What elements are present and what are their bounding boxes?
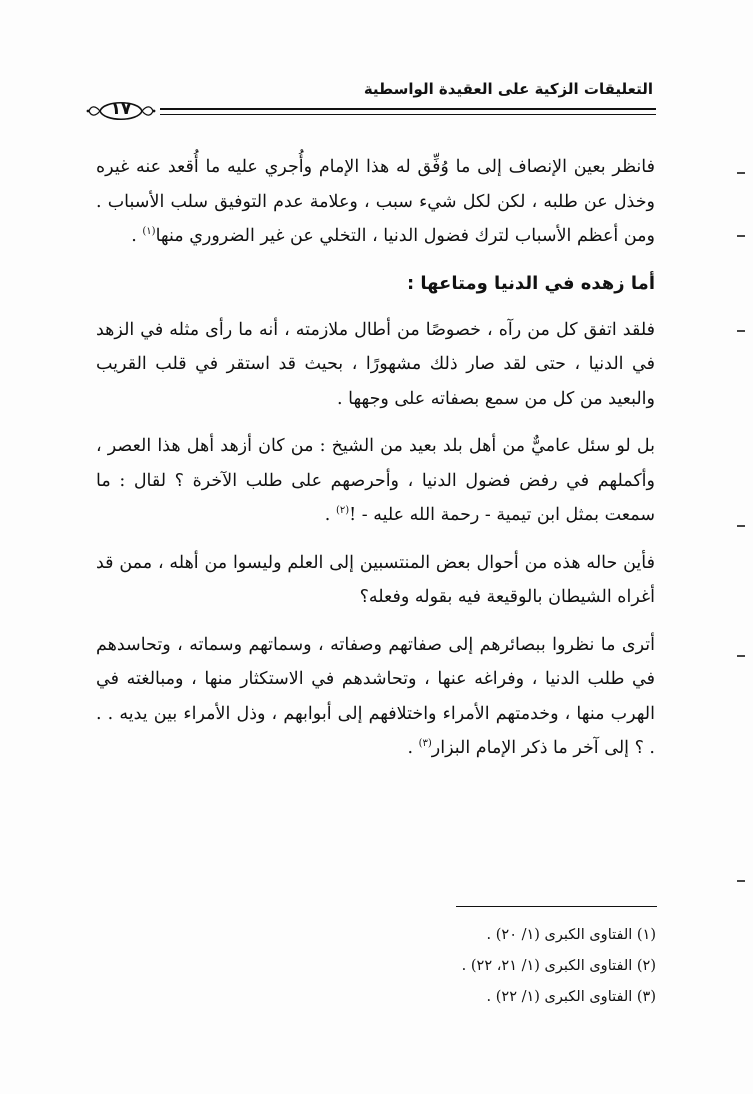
paragraph-3-end: .	[324, 505, 336, 525]
header-rule-thick	[160, 108, 656, 110]
footnote-3: (٣) الفتاوى الكبرى (١/ ٢٢) .	[486, 989, 656, 1005]
footnote-ref-2: (٢)	[335, 505, 350, 517]
margin-mark	[737, 655, 745, 657]
section-heading: أما زهده في الدنيا ومتاعها :	[406, 272, 655, 294]
margin-mark	[737, 172, 745, 174]
footnote-ref-1: (١)	[142, 226, 156, 238]
footnote-separator	[456, 906, 657, 907]
paragraph-3-text: بل لو سئل عاميٌّ من أهل بلد بعيد من الشيخ : من كان أزهد أهل هذا العصر ، وأكملهم في رفض فضول الدنيا ، وأحرصهم على طلب الآخرة ؟ لقال : ما سمعت بمثل ابن تيمية - رحمة الله عليه - !	[96, 436, 655, 525]
paragraph-1-end: .	[131, 226, 143, 246]
paragraph-5-end: .	[407, 738, 419, 758]
margin-mark	[737, 235, 745, 237]
header-rule-thin	[160, 114, 656, 115]
footnotes	[300, 920, 656, 1013]
paragraph-1	[96, 150, 655, 254]
paragraph-3	[96, 429, 655, 533]
footnote-1: (١) الفتاوى الكبرى (١/ ٢٠) .	[486, 927, 656, 943]
footnote-ref-3: (٣)	[418, 738, 432, 750]
page-number: ١٧	[110, 99, 132, 119]
paragraph-2: فلقد اتفق كل من رآه ، خصوصًا من أطال ملازمته ، أنه ما رأى مثله في الزهد في الدنيا ، حتى لقد صار ذلك مشهورًا ، بحيث قد استقر في قلب القريب والبعيد من كل من سمع بصفاته على وجهها .	[96, 319, 655, 409]
page-body	[96, 150, 655, 779]
margin-mark	[737, 330, 745, 332]
running-header-title: التعليقات الزكية على العقيدة الواسطية	[363, 80, 653, 98]
footnote-2: (٢) الفتاوى الكبرى (١/ ٢١، ٢٢) .	[461, 958, 656, 974]
paragraph-1-text: فانظر بعين الإنصاف إلى ما وُفِّق له هذا الإمام وأُجري عليه ما أُقعد عنه غيره وخذل عن طلبه ، لكن لكل شيء سبب ، وعلامة عدم التوفيق سلب الأسباب . ومن أعظم الأسباب لترك فضول الدنيا ، التخلي عن غير الضروري منها	[96, 157, 655, 246]
margin-mark	[737, 880, 745, 882]
paragraph-5	[96, 628, 655, 766]
paragraph-4: فأين حاله هذه من أحوال بعض المنتسبين إلى العلم وليسوا من أهله ، ممن قد أغراه الشيطان بالوقيعة فيه بقوله وفعله؟	[96, 552, 655, 607]
margin-mark	[737, 525, 745, 527]
paragraph-5-text: أترى ما نظروا ببصائرهم إلى صفاتهم وصفاته ، وسماتهم وسماته ، وتحاسدهم في طلب الدنيا ، وفراغه عنها ، وتحاشدهم في الاستكثار منها ، ومبالغته في الهرب منها ، وخدمتهم الأمراء واختلافهم إلى أبوابهم ، وذل الأمراء بين يديه . . . ؟ إلى آخر ما ذكر الإمام البزار	[96, 634, 655, 758]
